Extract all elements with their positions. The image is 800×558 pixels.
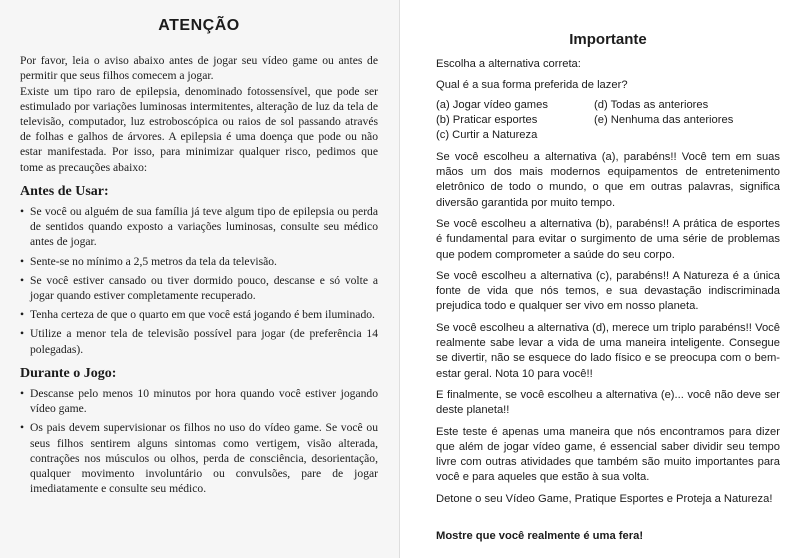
option-e: (e) Nenhuma das anteriores [594, 114, 734, 127]
answer-b-paragraph: Se você escolheu a alternativa (b), parabéns!! A prática de esportes é fundamental para evitar o surgimento de uma série de problemas que podem comprometer a saúde do seu corpo. [436, 217, 780, 261]
before-use-list [20, 204, 378, 357]
option-a: (a) Jogar vídeo games [436, 98, 548, 111]
answer-e-paragraph: E finalmente, se você escolheu a alternativa (e)... você não deve ser deste planeta!! [436, 388, 780, 417]
slogan: Detone o seu Vídeo Game, Pratique Esportes e Proteja a Natureza! [436, 492, 773, 505]
important-page [400, 0, 800, 558]
quiz-options [436, 98, 780, 144]
important-title: Importante [569, 31, 647, 48]
list-item: • Se você estiver cansado ou tiver dormido pouco, descanse e só volte a jogar quando estiver completamente recuperado. [20, 273, 378, 303]
closing-line: Mostre que você realmente é uma fera! [436, 530, 644, 543]
list-item: • Se você ou alguém de sua família já teve algum tipo de epilepsia ou perda de sentidos quando exposto a variações luminosas, consulte seu médico antes de jogar. [20, 204, 378, 250]
warning-intro: Por favor, leia o aviso abaixo antes de jogar seu vídeo game ou antes de permitir que seus filhos comecem a jogar. [20, 54, 378, 83]
option-c: (c) Curtir a Natureza [436, 129, 538, 142]
answer-a-paragraph: Se você escolheu a alternativa (a), parabéns!! Você tem em suas mãos um dos mais modernos equipamentos de entretenimento eletrônico de todo o mundo, o que em outras palavras, significa diversão garantida por muito tempo. [436, 150, 780, 209]
answer-c-paragraph: Se você escolheu a alternativa (c), parabéns!! A Natureza é a única fonte de vida que nós temos, e sua devastação indiscriminada prejudica todo e qualquer ser vivo em nosso planeta. [436, 269, 780, 313]
option-b: (b) Praticar esportes [436, 114, 538, 127]
epilepsy-paragraph: Existe um tipo raro de epilepsia, denominado fotossensível, que pode ser estimulado por variações luminosas intermitentes, alteração de luz da tela de televisão, computador, luz estroboscópica ou raios de sol passando através de folhas e galhos de árvores. A epilepsia é uma doença que pode ou não estar manifestada. Por isso, para minimizar qualquer risco, pedimos que tome as precauções abaixo: [20, 84, 378, 174]
list-item: • Os pais devem supervisionar os filhos no uso do vídeo game. Se você ou seus filhos sentirem alguns sintomas como vertigem, visão alterada, contrações nos músculos ou olhos, perda de consciência, desorientação, qualquer movimento involuntário ou convulsões, pare de jogar imediatamente e consulte seu médico. [20, 420, 378, 496]
before-use-heading: Antes de Usar: [20, 183, 109, 199]
quiz-instruction: Escolha a alternativa correta: [436, 58, 581, 71]
quiz-question: Qual é a sua forma preferida de lazer? [436, 78, 628, 91]
list-item: • Descanse pelo menos 10 minutos por hora quando você estiver jogando vídeo game. [20, 386, 378, 416]
list-item: • Utilize a menor tela de televisão possível para jogar (de preferência 14 polegadas). [20, 326, 378, 356]
during-game-list [20, 386, 378, 496]
during-game-heading: Durante o Jogo: [20, 365, 117, 381]
test-explanation: Este teste é apenas uma maneira que nós encontramos para dizer que além de jogar vídeo game, é essencial saber dividir seu tempo livre com outras atividades que também são muito importantes para você e para aqueles que estão à sua volta. [436, 425, 780, 484]
option-d: (d) Todas as anteriores [594, 98, 709, 111]
warning-title: ATENÇÃO [158, 17, 240, 34]
list-item: • Sente-se no mínimo a 2,5 metros da tela da televisão. [20, 254, 378, 269]
list-item: • Tenha certeza de que o quarto em que você está jogando é bem iluminado. [20, 307, 378, 322]
answer-d-paragraph: Se você escolheu a alternativa (d), merece um triplo parabéns!! Você realmente sabe levar a vida de uma maneira inteligente. Consegue se divertir, não se esquece do lado físico e se preocupa com o bem-estar geral. Nota 10 para você!! [436, 321, 780, 380]
option-empty [594, 128, 780, 143]
